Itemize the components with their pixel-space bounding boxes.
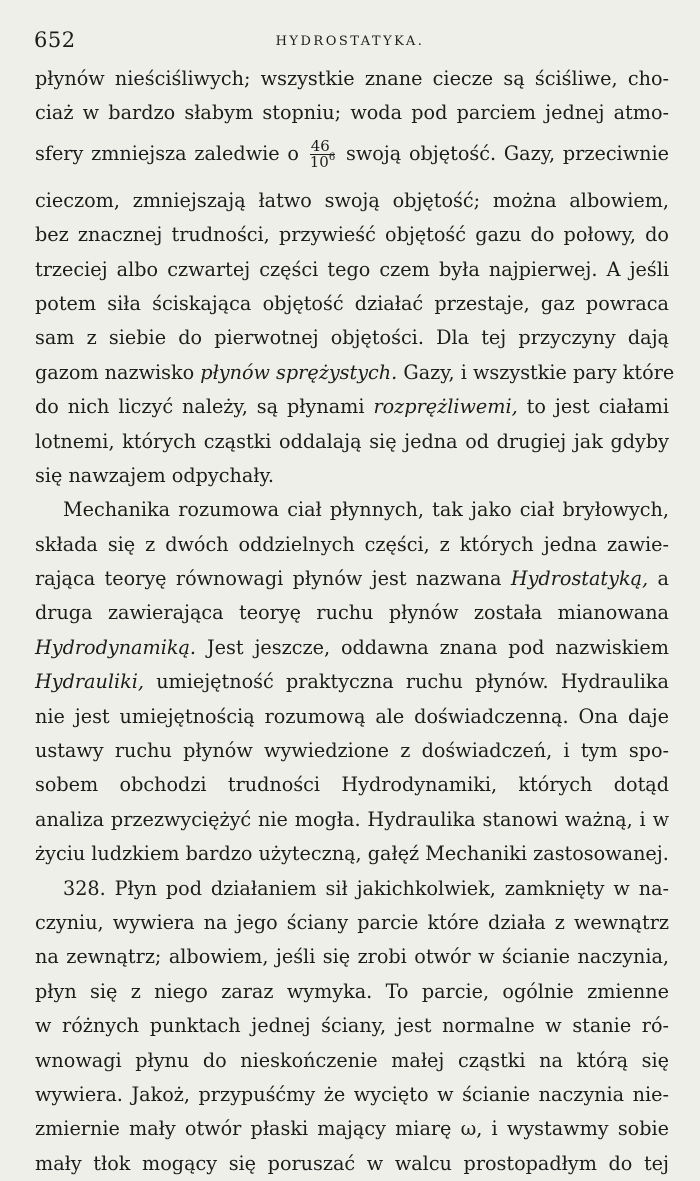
text-line: życiu ludzkiem bardzo użyteczną, gałęź Mechaniki zastosowanej. (35, 842, 669, 866)
text-line (35, 356, 675, 390)
text-line (35, 390, 669, 424)
text-span: Jest jeszcze, oddawna znana pod nazwiskiem (206, 635, 669, 659)
text-line: płynów nieściśliwych; wszystkie znane ciecze są ściśliwe, cho- (35, 67, 669, 90)
fraction-denominator (309, 152, 336, 172)
text-line-with-fraction (35, 131, 669, 184)
text-line (35, 562, 669, 596)
text-span: Gazy, i wszystkie pary które (403, 360, 675, 384)
text-span: swoją objętość. Gazy, przeciwnie (345, 141, 669, 165)
text-line: wywiera. Jakoż, przypuśćmy że wycięto w ścianie naczynia nie- (35, 1082, 669, 1106)
text-line: trzeciej albo czwartej części tego czem była najpierwej. A jeśli (35, 257, 669, 281)
text-line (35, 665, 669, 699)
text-line: składa się z dwóch oddzielnych części, z których jedna zawie- (35, 532, 669, 556)
text-span: to jest ciałami (526, 395, 670, 419)
text-line: 328. Płyn pod działaniem sił jakichkolwiek, zamknięty w na- (63, 876, 669, 900)
text-line: ustawy ruchu płynów wywiedzione z doświadczeń, i tym spo- (35, 739, 669, 763)
text-span: rająca teoryę równowagi płynów jest nazwana (35, 567, 502, 591)
text-line: ciaż w bardzo słabym stopniu; woda pod parciem jednej atmo- (35, 101, 669, 125)
text-line: czyniu, wywiera na jego ściany parcie które działa z wewnątrz (35, 910, 669, 934)
italic-term: Hydrodynamiką. (35, 635, 196, 659)
text-span: a (657, 567, 669, 591)
body-text (35, 62, 675, 1181)
text-line: cieczom, zmniejszają łatwo swoją objętość; można albowiem, (35, 188, 669, 212)
italic-term: Hydrauliki, (35, 670, 144, 694)
text-span: gazom nazwisko (35, 360, 195, 384)
text-line: Mechanika rozumowa ciał płynnych, tak jako ciał bryłowych, (63, 498, 669, 522)
italic-term: rozprężliwemi, (373, 395, 518, 419)
fraction-exponent: 6 (328, 152, 336, 164)
page-header (0, 22, 700, 56)
fraction (309, 136, 336, 172)
text-line: zmiernie mały otwór płaski mający miarę ω, i wystawmy sobie (35, 1117, 669, 1141)
running-title: HYDROSTATYKA. (275, 34, 425, 49)
text-line: wnowagi płynu do nieskończenie małej cząstki na którą się (35, 1048, 669, 1072)
text-span: do nich liczyć należy, są płynami (35, 395, 365, 419)
text-line: sobem obchodzi trudności Hydrodynamiki, których dotąd (35, 773, 669, 797)
text-line (35, 631, 669, 665)
text-line: bez znacznej trudności, przywieść objętość gazu do połowy, do (35, 223, 669, 247)
italic-term: płynów sprężystych. (200, 360, 398, 384)
text-line: na zewnątrz; albowiem, jeśli się zrobi otwór w ścianie naczynia, (35, 945, 669, 969)
fraction-base: 10 (309, 153, 329, 172)
text-span: umiejętność praktyczna ruchu płynów. Hydraulika (156, 670, 669, 694)
text-line: analiza przezwyciężyć nie mogła. Hydraulika stanowi ważną, i w (35, 807, 669, 831)
text-line: lotnemi, których cząstki oddalają się jedna od drugiej jak gdyby (35, 429, 669, 453)
text-line: płyn się z niego zaraz wymyka. To parcie, ogólnie zmienne (35, 979, 669, 1003)
text-line: sam z siebie do pierwotnej objętości. Dla tej przyczyny dają (35, 326, 669, 350)
italic-term: Hydrostatyką, (510, 567, 649, 591)
text-line: w różnych punktach jednej ściany, jest normalne w stanie ró- (35, 1014, 669, 1038)
text-line: mały tłok mogący się poruszać w walcu prostopadłym do tej (35, 1151, 669, 1175)
text-line: się nawzajem odpychały. (35, 463, 274, 487)
fraction-numerator: 46 (310, 139, 335, 156)
text-line: nie jest umiejętnością rozumową ale doświadczenną. Ona daje (35, 704, 669, 728)
text-span: sfery zmniejsza zaledwie o (35, 141, 299, 165)
text-line: potem siła ściskająca objętość działać przestaje, gaz powraca (35, 291, 669, 315)
text-line: druga zawierająca teoryę ruchu płynów została mianowana (35, 601, 669, 625)
page-number: 652 (34, 28, 76, 52)
